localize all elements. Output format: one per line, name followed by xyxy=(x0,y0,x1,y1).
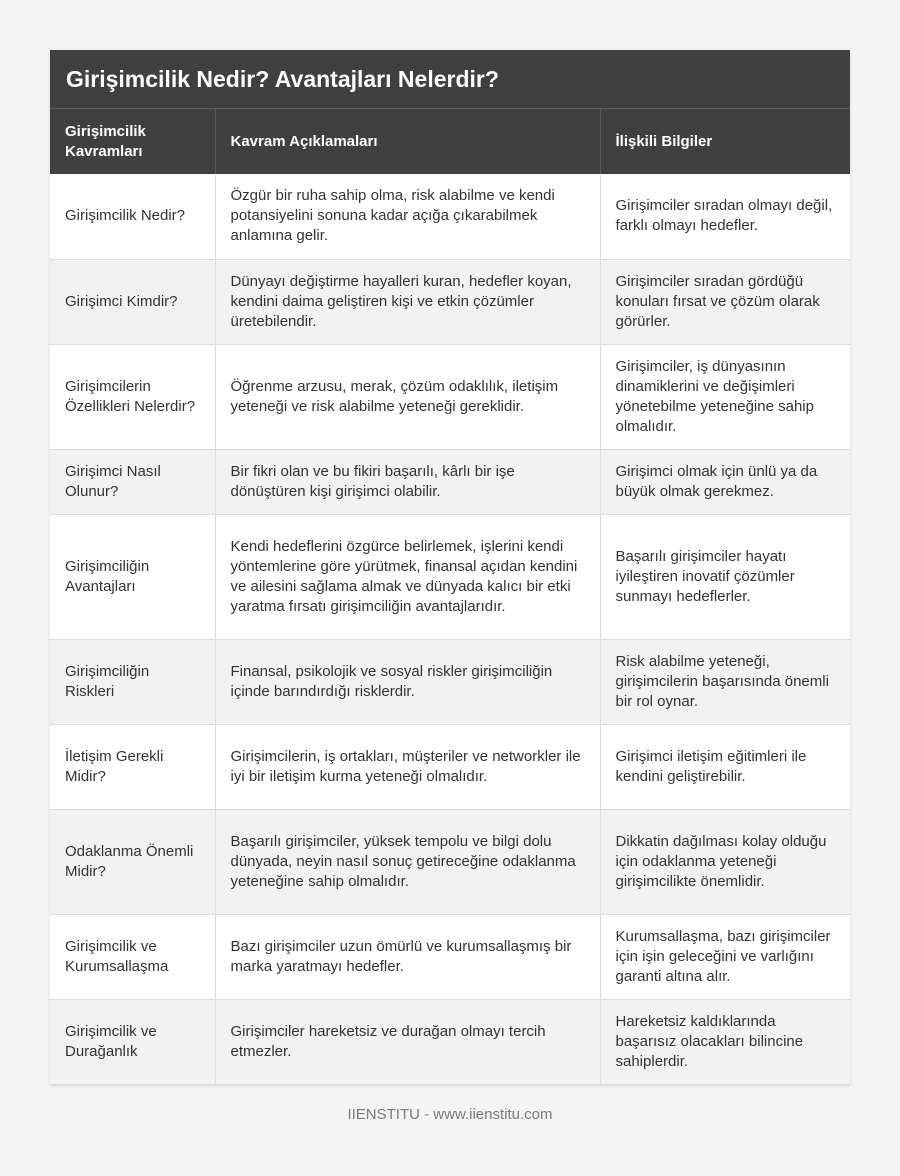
table-row xyxy=(50,914,850,999)
description-cell: Dünyayı değiştirme hayalleri kuran, hedefler koyan, kendini daima geliştiren kişi ve etkin çözümler üretebilendir. xyxy=(215,259,600,344)
content-card xyxy=(50,50,850,1085)
concept-cell: Girişimciliğin Riskleri xyxy=(50,639,215,724)
info-cell: Risk alabilme yeteneği, girişimcilerin başarısında önemli bir rol oynar. xyxy=(600,639,850,724)
table-row xyxy=(50,514,850,639)
description-cell: Girişimcilerin, iş ortakları, müşteriler ve networkler ile iyi bir iletişim kurma yeteneği olmalıdır. xyxy=(215,724,600,809)
concepts-table xyxy=(50,109,850,1085)
description-cell: Bir fikri olan ve bu fikiri başarılı, kârlı bir işe dönüştüren kişi girişimci olabilir. xyxy=(215,449,600,514)
concept-cell: İletişim Gerekli Midir? xyxy=(50,724,215,809)
info-cell: Kurumsallaşma, bazı girişimciler için işin geleceğini ve varlığını garanti altına alır. xyxy=(600,914,850,999)
column-header-related-info: İlişkili Bilgiler xyxy=(600,109,850,174)
concept-cell: Girişimciliğin Avantajları xyxy=(50,514,215,639)
concept-cell: Girişimci Nasıl Olunur? xyxy=(50,449,215,514)
info-cell: Girişimciler, iş dünyasının dinamiklerini ve değişimleri yönetebilme yeteneğine sahip olmalıdır. xyxy=(600,344,850,449)
info-cell: Girişimci iletişim eğitimleri ile kendini geliştirebilir. xyxy=(600,724,850,809)
column-header-descriptions: Kavram Açıklamaları xyxy=(215,109,600,174)
concept-cell: Odaklanma Önemli Midir? xyxy=(50,809,215,914)
footer-credit: IIENSTITU - www.iienstitu.com xyxy=(347,1106,553,1123)
concept-cell: Girişimcilik Nedir? xyxy=(50,174,215,259)
concept-cell: Girişimcilik ve Durağanlık xyxy=(50,999,215,1084)
table-row xyxy=(50,724,850,809)
table-row xyxy=(50,449,850,514)
table-row xyxy=(50,809,850,914)
description-cell: Girişimciler hareketsiz ve durağan olmayı tercih etmezler. xyxy=(215,999,600,1084)
description-cell: Kendi hedeflerini özgürce belirlemek, işlerini kendi yöntemlerine göre yürütmek, finansal açıdan kendini ve ailesini sağlama almak ve dünyada kalıcı bir etki yaratma fırsatı girişimciliğin avantajlarıdır. xyxy=(215,514,600,639)
table-row xyxy=(50,639,850,724)
table-header-row xyxy=(50,109,850,174)
table-row xyxy=(50,344,850,449)
info-cell: Girişimci olmak için ünlü ya da büyük olmak gerekmez. xyxy=(600,449,850,514)
description-cell: Öğrenme arzusu, merak, çözüm odaklılık, iletişim yeteneği ve risk alabilme yeteneği gereklidir. xyxy=(215,344,600,449)
description-cell: Başarılı girişimciler, yüksek tempolu ve bilgi dolu dünyada, neyin nasıl sonuç getireceğine odaklanma yeteneğine sahip olmalıdır. xyxy=(215,809,600,914)
info-cell: Dikkatin dağılması kolay olduğu için odaklanma yeteneği girişimcilikte önemlidir. xyxy=(600,809,850,914)
column-header-concepts: Girişimcilik Kavramları xyxy=(50,109,215,174)
info-cell: Girişimciler sıradan olmayı değil, farklı olmayı hedefler. xyxy=(600,174,850,259)
description-cell: Finansal, psikolojik ve sosyal riskler girişimciliğin içinde barındırdığı risklerdir. xyxy=(215,639,600,724)
page-title: Girişimcilik Nedir? Avantajları Nelerdir? xyxy=(50,50,850,109)
info-cell: Başarılı girişimciler hayatı iyileştiren inovatif çözümler sunmayı hedeflerler. xyxy=(600,514,850,639)
concept-cell: Girişimci Kimdir? xyxy=(50,259,215,344)
concept-cell: Girişimcilik ve Kurumsallaşma xyxy=(50,914,215,999)
info-cell: Girişimciler sıradan gördüğü konuları fırsat ve çözüm olarak görürler. xyxy=(600,259,850,344)
table-row xyxy=(50,259,850,344)
info-cell: Hareketsiz kaldıklarında başarısız olacakları bilincine sahiplerdir. xyxy=(600,999,850,1084)
table-row xyxy=(50,174,850,259)
table-row xyxy=(50,999,850,1084)
description-cell: Bazı girişimciler uzun ömürlü ve kurumsallaşmış bir marka yaratmayı hedefler. xyxy=(215,914,600,999)
concept-cell: Girişimcilerin Özellikleri Nelerdir? xyxy=(50,344,215,449)
description-cell: Özgür bir ruha sahip olma, risk alabilme ve kendi potansiyelini sonuna kadar açığa çıkarabilmek anlamına gelir. xyxy=(215,174,600,259)
